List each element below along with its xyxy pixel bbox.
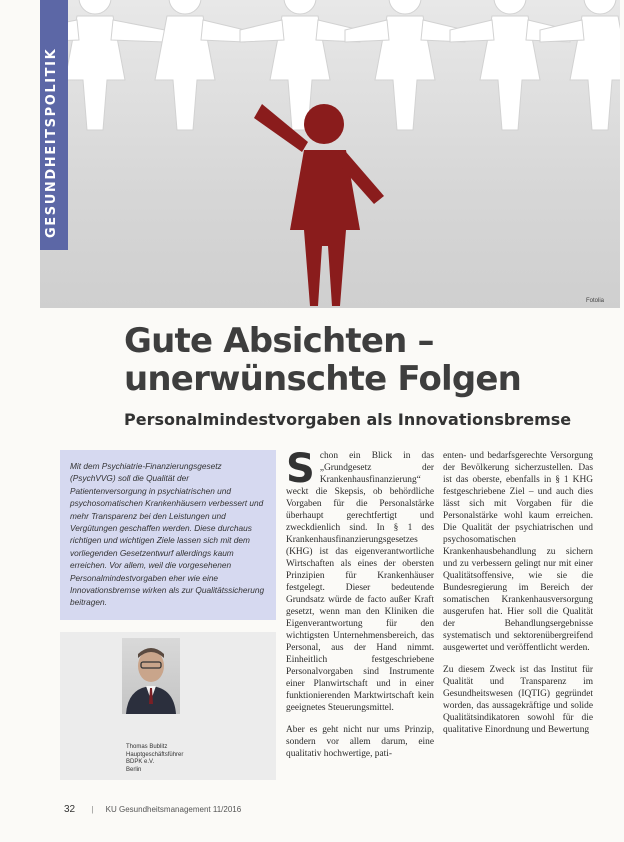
section-label: GESUNDHEITSPOLITIK (44, 47, 59, 238)
page-number: 32 (64, 804, 76, 815)
author-portrait-icon (122, 638, 180, 714)
author-box (60, 632, 276, 780)
drop-cap: S (286, 446, 315, 492)
red-figure (254, 104, 384, 306)
paper-figures-illustration (40, 0, 620, 308)
author-photo (122, 638, 180, 714)
body-paragraph-2: Aber es geht nicht nur ums Prinzip, sondern vor allem darum, eine qualitativ hochwertige, pati- (286, 725, 434, 759)
author-name: Thomas Bublitz (126, 744, 168, 750)
page-footer (64, 804, 241, 815)
author-role: Hauptgeschäftsführer (126, 751, 184, 758)
body-paragraph-1 (286, 446, 434, 714)
footer-separator: | (91, 805, 94, 814)
teaser-box (60, 450, 276, 620)
article-title (124, 322, 521, 398)
teaser-text: Mit dem Psychiatrie-Finanzierungsgesetz (PsychVVG) soll die Qualität der Patientenversorgung in psychiatrischen und psychosomatischen Krankenhäusern verbessert und mehr Transparenz bei den Leistungen und Vergütungen geschaffen werden. Diese durchaus richtigen und wichtigen Ziele lassen sich mit dem vorliegenden Gesetzentwurf allerdings kaum erreichen. Vor allem, weil die vorgesehenen Personalmindestvorgaben eher wie eine Innovationsbremse wirken als zur Qualitätssicherung beitragen. (70, 461, 265, 608)
body-paragraph-4: Zu diesem Zweck ist das Institut für Qualität und Transparenz im Gesundheitswesen (IQTIG) gegründet worden, das aussagekräftige und solide Qualitätsindikatoren sowohl für die qualitative Einordnung und Bewertung (443, 665, 593, 735)
author-org: BDPK e.V. (126, 759, 155, 765)
body-column-1 (286, 446, 434, 770)
article-subtitle: Personalmindestvorgaben als Innovationsbremse (124, 410, 572, 429)
author-caption (126, 744, 183, 774)
hero-photo (40, 0, 620, 308)
title-line-2: unerwünschte Folgen (124, 359, 522, 399)
body-paragraph-1-text: chon ein Blick in das „Grundgesetz der Krankenhausfinanzierung“ weckt die Skepsis, ob behördliche Vorgaben für die Personalstärke überhaupt gerechtfertigt und zweckdienlich sind. In § 1 des Krankenhausfinanzierungsgesetzes (KHG) ist das eigenverantwortliche Wirtschaften als eines der obersten Prinzipien für Krankenhäuser festgelegt. Dieser bedeutende Grundsatz würde de facto außer Kraft gesetzt, wenn man den Kliniken die Eigenverantwortung für den wichtigsten Unternehmensbereich, das Personal, aus der Hand nimmt. Einheitlich festgeschriebene Personalvorgaben sind Instrumente einer Planwirtschaft und in einer funktionierenden Marktwirtschaft kein geeignetes Steuerungsmittel. (286, 451, 434, 713)
body-paragraph-3: enten- und bedarfsgerechte Versorgung der Bevölkerung sicherzustellen. Das ist das oberste, ebenfalls in § 1 KHG festgeschriebene Ziel – und auch dies lässt sich mit Vorgaben für die Personalstärke wohl kaum erreichen. Die Qualität der psychiatrischen und psychosomatischen Krankenhausbehandlung zu sichern und zu verbessern gelingt nur mit einer Qualitätsoffensive, wie sie die Bundesregierung im Bereich der somatischen Krankenhausversorgung ausgerufen hat. Hier soll die Qualität der Behandlungsergebnisse systematisch und sektorenübergreifend ausgewertet und veröffentlicht werden. (443, 451, 593, 653)
magazine-name: KU Gesundheitsmanagement 11/2016 (105, 805, 242, 814)
photo-credit: Fotolia (585, 298, 604, 304)
author-city: Berlin (126, 766, 142, 773)
title-line-1: Gute Absichten – (124, 321, 434, 361)
body-column-2 (443, 450, 593, 746)
